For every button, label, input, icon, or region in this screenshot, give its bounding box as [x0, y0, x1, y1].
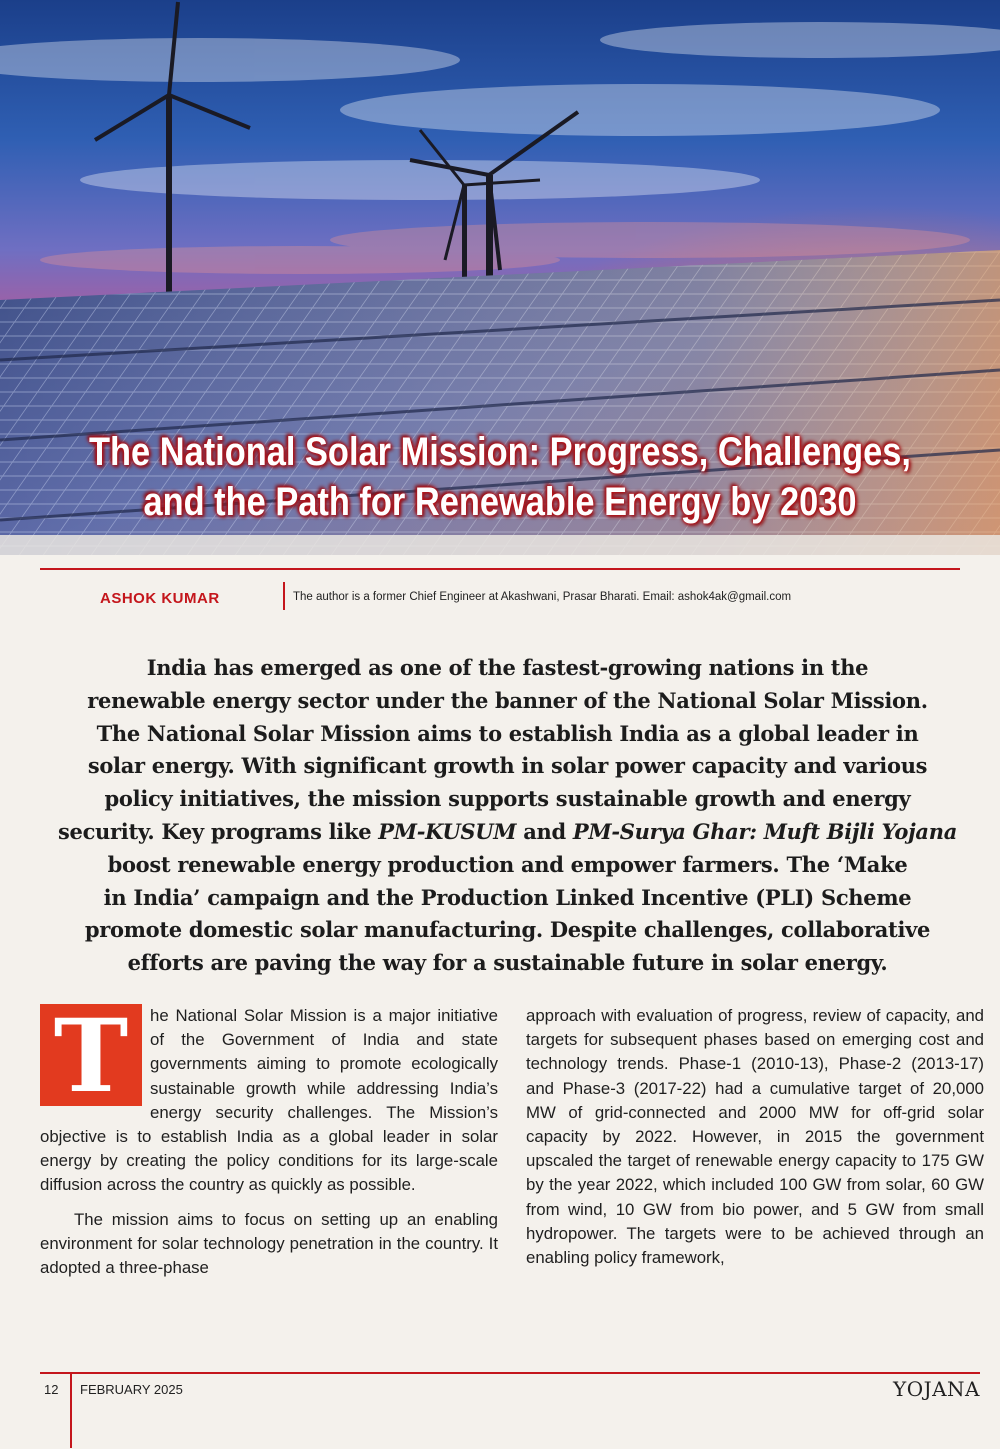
byline-divider — [283, 582, 285, 610]
body-paragraph — [40, 997, 498, 1198]
author-name: ASHOK KUMAR — [100, 590, 220, 607]
lead-line: efforts are paving the way for a sustainable future in solar energy. — [127, 950, 888, 976]
article-title-line-1: The National Solar Mission: Progress, Challenges, — [89, 430, 911, 474]
program-name-pm-surya-ghar: PM-Surya Ghar: Muft Bijli Yojana — [572, 818, 957, 844]
lead-line: solar energy. With significant growth in solar power capacity and various — [87, 753, 928, 779]
lead-line: renewable energy sector under the banner of the National Solar Mission. — [87, 687, 928, 713]
lead-line: boost renewable energy production and empower farmers. The ‘Make — [107, 851, 908, 877]
article-lead — [40, 652, 975, 980]
lead-line: policy initiatives, the mission supports sustainable growth and energy — [104, 786, 911, 812]
body-paragraph: approach with evaluation of progress, review of capacity, and targets for subsequent phases based on emerging cost and technology trends. Phase-1 (2010-13), Phase-2 (2013-17) and Phase-3 (2017-22) had a cumulative target of 20,000 MW of grid-connected and 2000 MW for off-grid solar capacity by 2022. However, in 2015 the government upscaled the target of renewable energy capacity to 175 GW by the year 2022, which included 100 GW from solar, 60 GW from wind, 10 GW from bio power, and 5 GW from small hydropower. The targets were to be achieved through an enabling policy framework, — [526, 1006, 984, 1268]
body-column-right — [526, 1004, 984, 1270]
author-note: The author is a former Chief Engineer at Akashwani, Prasar Bharati. Email: ashok4ak@gmail.com — [293, 591, 792, 603]
page-number: 12 — [44, 1382, 59, 1397]
article-title-line-2: and the Path for Renewable Energy by 2030 — [143, 480, 857, 524]
body-paragraph: The mission aims to focus on setting up an enabling environment for solar technology penetration in the country. It adopted a three-phase — [40, 1209, 498, 1278]
lead-text: security. Key programs like — [57, 818, 379, 844]
footer-rule — [40, 1372, 980, 1374]
body-column-left — [40, 997, 498, 1280]
hero-image — [0, 0, 1000, 555]
program-name-pm-kusum: PM-KUSUM — [378, 818, 517, 844]
footer-divider — [70, 1372, 72, 1448]
issue-date: FEBRUARY 2025 — [80, 1382, 183, 1397]
paragraph-text: he National Solar Mission is a major initiative of the Government of India and state governments aiming to promote ecologically sustainable growth while addressing India’s energy security challenges. The Mission’s objective is to establish India as a global leader in solar energy by creating the policy conditions for its large-scale diffusion across the country as quickly as possible. — [40, 1006, 498, 1195]
drop-cap: T — [40, 1004, 142, 1106]
lead-line: promote domestic solar manufacturing. Despite challenges, collaborative — [84, 917, 931, 943]
author-byline — [40, 568, 960, 616]
lead-line: The National Solar Mission aims to establish India as a global leader in — [96, 720, 919, 746]
magazine-name: YOJANA — [892, 1377, 980, 1401]
lead-line: in India’ campaign and the Production Linked Incentive (PLI) Scheme — [103, 884, 912, 910]
lead-text: and — [516, 818, 573, 844]
lead-line: India has emerged as one of the fastest-growing nations in the — [146, 655, 869, 680]
lead-line — [40, 816, 975, 849]
